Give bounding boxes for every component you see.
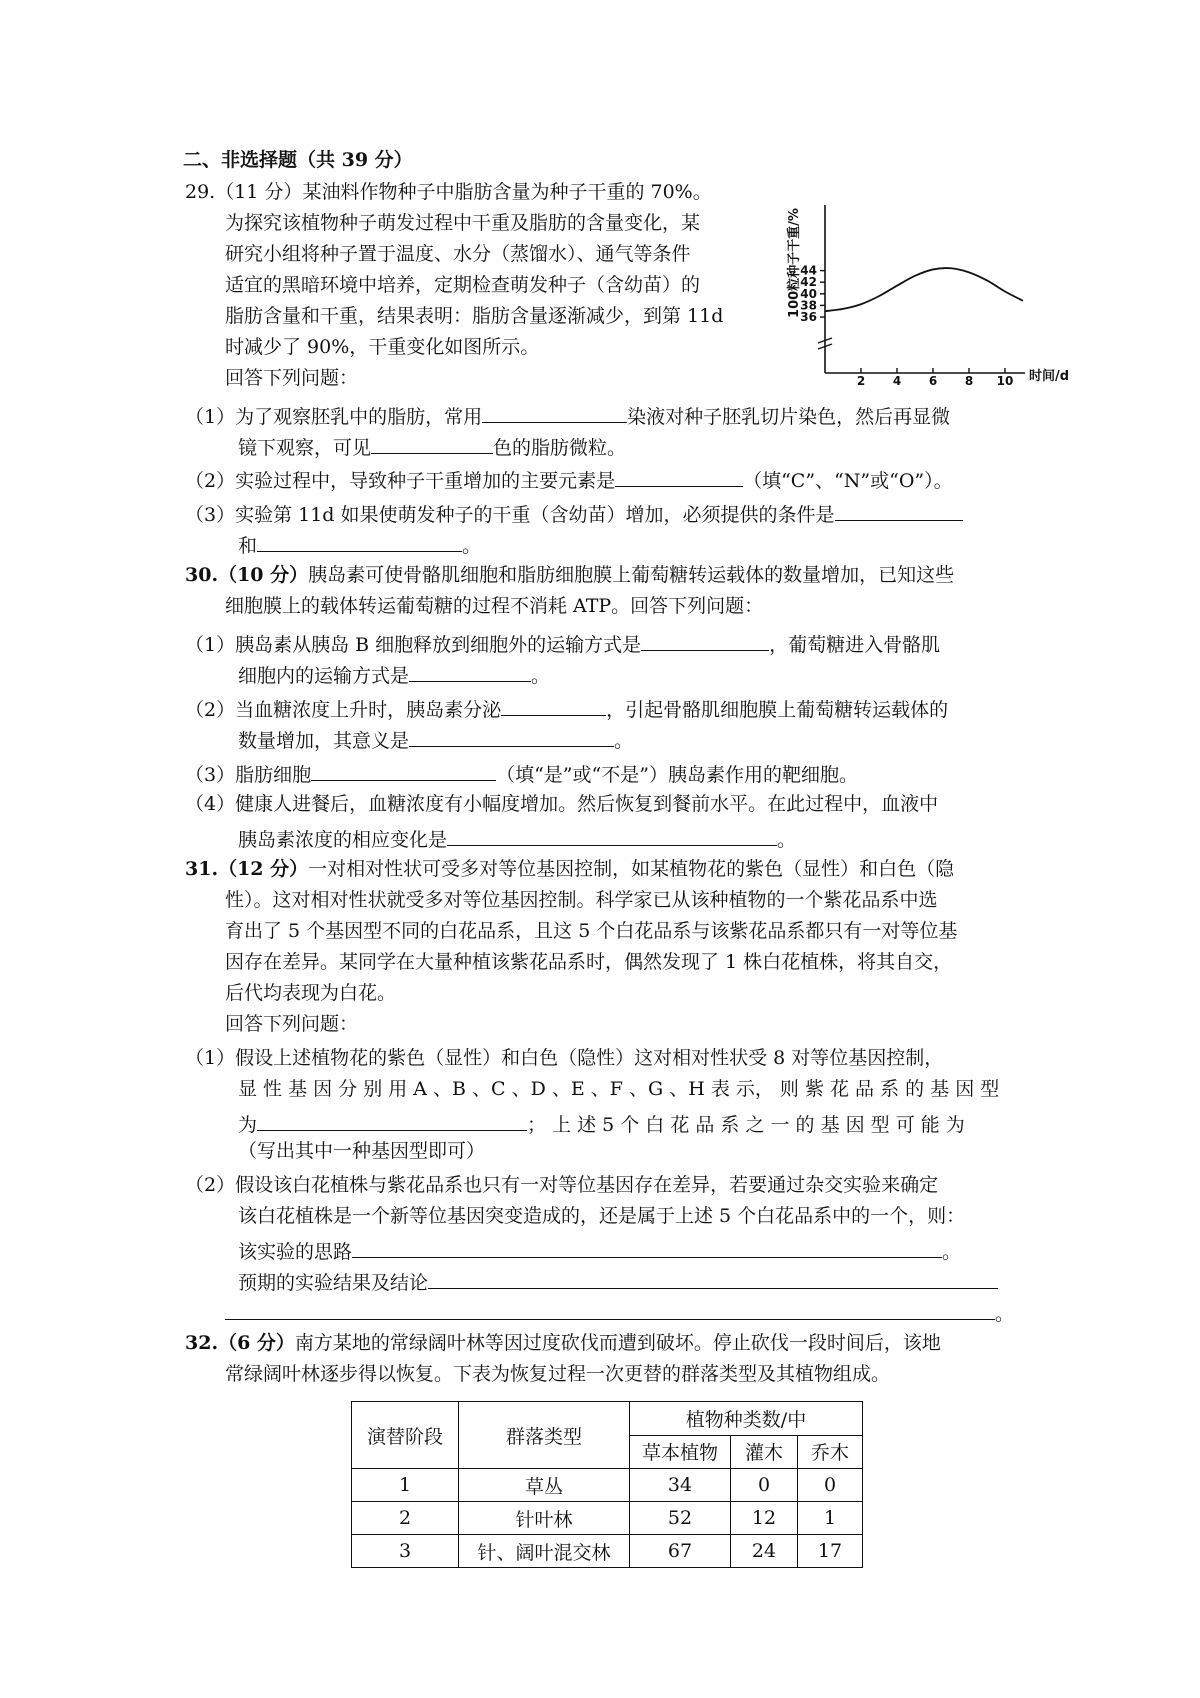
dry-weight-chart	[780, 195, 1080, 395]
table-cell: 17	[798, 1535, 863, 1568]
answer-blank[interactable]	[409, 727, 614, 747]
table-header-cell: 植物种类数/中	[630, 1402, 863, 1436]
table-cell: 67	[630, 1535, 731, 1568]
q29-intro-line: 回答下列问题：	[225, 367, 359, 389]
table-cell: 1	[352, 1469, 459, 1502]
table-header-cell: 乔木	[798, 1435, 863, 1469]
succession-table	[351, 1401, 863, 1568]
q29-part-3-cont: 和 。	[238, 532, 481, 556]
answer-blank[interactable]	[641, 631, 769, 651]
chart-x-tick-label: 4	[892, 374, 902, 388]
table-cell: 12	[731, 1502, 798, 1535]
answer-blank[interactable]	[482, 403, 627, 423]
answer-blank[interactable]	[257, 1111, 527, 1131]
section-title: 二、非选择题（共 39 分）	[183, 149, 413, 171]
q31-part-1-line-3: 为 ； 上 述 5 个 白 花 品 系 之 一 的 基 因 型 可 能 为	[238, 1111, 965, 1135]
table-cell: 0	[798, 1469, 863, 1502]
chart-y-tick-label: 42	[800, 275, 817, 290]
chart-x-tick-label: 2	[856, 374, 866, 388]
table-row	[352, 1469, 863, 1502]
answer-blank[interactable]	[409, 662, 531, 682]
table-header-cell: 群落类型	[459, 1402, 630, 1469]
q30-intro-line: 细胞膜上的载体转运葡萄糖的过程不消耗 ATP。回答下列问题：	[225, 595, 764, 617]
table-row	[352, 1535, 863, 1568]
table-cell: 24	[731, 1535, 798, 1568]
q31-part-1-line-2: 显 性 基 因 分 别 用 A 、B 、C 、D 、E 、F 、G 、H 表 示， 则 紫 花 品 系 的 基 因 型	[238, 1078, 1000, 1100]
answer-blank[interactable]	[428, 1269, 998, 1289]
table-cell: 34	[630, 1469, 731, 1502]
chart-y-tick-label: 44	[800, 263, 817, 278]
q29-part-1-cont: 镜下观察，可见 色的脂肪微粒。	[238, 434, 626, 458]
table-cell: 52	[630, 1502, 731, 1535]
q30-header: 30.（10 分）胰岛素可使骨骼肌细胞和脂肪细胞膜上葡萄糖转运载体的数量增加，已知这些	[185, 564, 955, 586]
q31-intro-line: 育出了 5 个基因型不同的白花品系，且这 5 个白花品系与该紫花品系都只有一对等位基	[225, 920, 958, 942]
answer-blank[interactable]	[257, 532, 462, 552]
answer-blank[interactable]	[311, 761, 496, 781]
table-header-row	[352, 1402, 863, 1436]
chart-series-line	[825, 268, 1023, 311]
chart-x-axis-label: 时间/d	[1029, 369, 1070, 384]
q31-part-1-line-4: （写出其中一种基因型即可）	[238, 1140, 486, 1162]
chart-y-tick-label: 38	[800, 298, 817, 313]
answer-blank[interactable]	[447, 826, 777, 846]
table-cell: 针、阔叶混交林	[459, 1535, 630, 1568]
table-cell: 针叶林	[459, 1502, 630, 1535]
q31-part-1: （1）假设上述植物花的紫色（显性）和白色（隐性）这对相对性状受 8 对等位基因控制，	[185, 1047, 944, 1069]
table-cell: 0	[731, 1469, 798, 1502]
table-row	[352, 1502, 863, 1535]
q31-intro-line: 回答下列问题：	[225, 1013, 359, 1035]
chart-y-tick-label: 40	[800, 286, 817, 301]
q29-part-3: （3）实验第 11d 如果使萌发种子的干重（含幼苗）增加，必须提供的条件是	[185, 501, 963, 525]
table-cell: 3	[352, 1535, 459, 1568]
chart-y-axis-label: 100粒种子干重/%	[787, 208, 802, 318]
q29-part-2: （2）实验过程中，导致种子干重增加的主要元素是 （填“C”、“N”或“O”）。	[185, 467, 953, 491]
q30-part-3: （3）脂肪细胞 （填“是”或“不是”）胰岛素作用的靶细胞。	[185, 761, 858, 785]
table-cell: 2	[352, 1502, 459, 1535]
table-cell: 1	[798, 1502, 863, 1535]
q29-number: 29.（11 分）某油料作物种子中脂肪含量为种子干重的 70%。	[185, 181, 712, 203]
table-header-cell: 演替阶段	[352, 1402, 459, 1469]
answer-blank[interactable]	[835, 501, 963, 521]
q31-intro-line: 后代均表现为白花。	[225, 982, 397, 1004]
table-header-cell: 灌木	[731, 1435, 798, 1469]
q29-intro-line: 为探究该植物种子萌发过程中干重及脂肪的含量变化，某	[225, 212, 701, 234]
chart-x-tick-label: 10	[996, 374, 1014, 388]
q30-part-4: （4）健康人进餐后，血糖浓度有小幅度增加。然后恢复到餐前水平。在此过程中，血液中	[185, 793, 939, 815]
table-header-cell: 草本植物	[630, 1435, 731, 1469]
q30-part-2-cont: 数量增加，其意义是 。	[238, 727, 633, 751]
answer-blank[interactable]	[501, 696, 606, 716]
q31-intro-line: 因存在差异。某同学在大量种植该紫花品系时，偶然发现了 1 株白花植株，将其自交，	[225, 951, 953, 973]
q30-part-2: （2）当血糖浓度上升时，胰岛素分泌 ，引起骨骼肌细胞膜上葡萄糖转运载体的	[185, 696, 948, 720]
answer-blank[interactable]	[371, 434, 493, 454]
q31-part-2-line-4: 预期的实验结果及结论	[238, 1269, 998, 1293]
q32-intro-line: 常绿阔叶林逐步得以恢复。下表为恢复过程一次更替的群落类型及其植物组成。	[225, 1363, 891, 1385]
answer-blank[interactable]	[225, 1300, 995, 1320]
answer-blank[interactable]	[352, 1238, 942, 1258]
chart-y-tick-label: 36	[800, 310, 817, 324]
chart-x-tick-label: 8	[964, 374, 974, 388]
q29-intro-line: 研究小组将种子置于温度、水分（蒸馏水）、通气等条件	[225, 243, 691, 265]
q31-part-2-line-2: 该白花植株是一个新等位基因突变造成的，还是属于上述 5 个白花品系中的一个，则：	[238, 1205, 966, 1227]
q29-intro-line: 脂肪含量和干重，结果表明：脂肪含量逐渐减少，到第 11d	[225, 305, 724, 327]
answer-blank[interactable]	[615, 467, 743, 487]
q31-part-2-line-3: 该实验的思路 。	[238, 1238, 961, 1262]
q30-part-4-cont: 胰岛素浓度的相应变化是 。	[238, 826, 796, 850]
q31-header: 31.（12 分）一对相对性状可受多对等位基因控制，如某植物花的紫色（显性）和白色（隐	[185, 858, 955, 880]
q29-intro-line: 时减少了 90%，干重变化如图所示。	[225, 336, 540, 358]
q31-intro-line: 性）。这对相对性状就受多对等位基因控制。科学家已从该种植物的一个紫花品系中选	[225, 889, 938, 911]
table-cell: 草丛	[459, 1469, 630, 1502]
chart-x-tick-label: 6	[928, 374, 938, 388]
q32-header: 32.（6 分）南方某地的常绿阔叶林等因过度砍伐而遭到破坏。停止砍伐一段时间后，该地	[185, 1332, 941, 1354]
q29-intro-line: 适宜的黑暗环境中培养，定期检查萌发种子（含幼苗）的	[225, 274, 701, 296]
q31-part-2-line-5: 。	[225, 1300, 1014, 1324]
q30-part-1-cont: 细胞内的运输方式是 。	[238, 662, 550, 686]
q30-part-1: （1）胰岛素从胰岛 B 细胞释放到细胞外的运输方式是 ，葡萄糖进入骨骼肌	[185, 631, 940, 655]
q29-part-1: （1）为了观察胚乳中的脂肪，常用 染液对种子胚乳切片染色，然后再显微	[185, 403, 950, 427]
q31-part-2: （2）假设该白花植株与紫花品系也只有一对等位基因存在差异，若要通过杂交实验来确定	[185, 1174, 939, 1196]
